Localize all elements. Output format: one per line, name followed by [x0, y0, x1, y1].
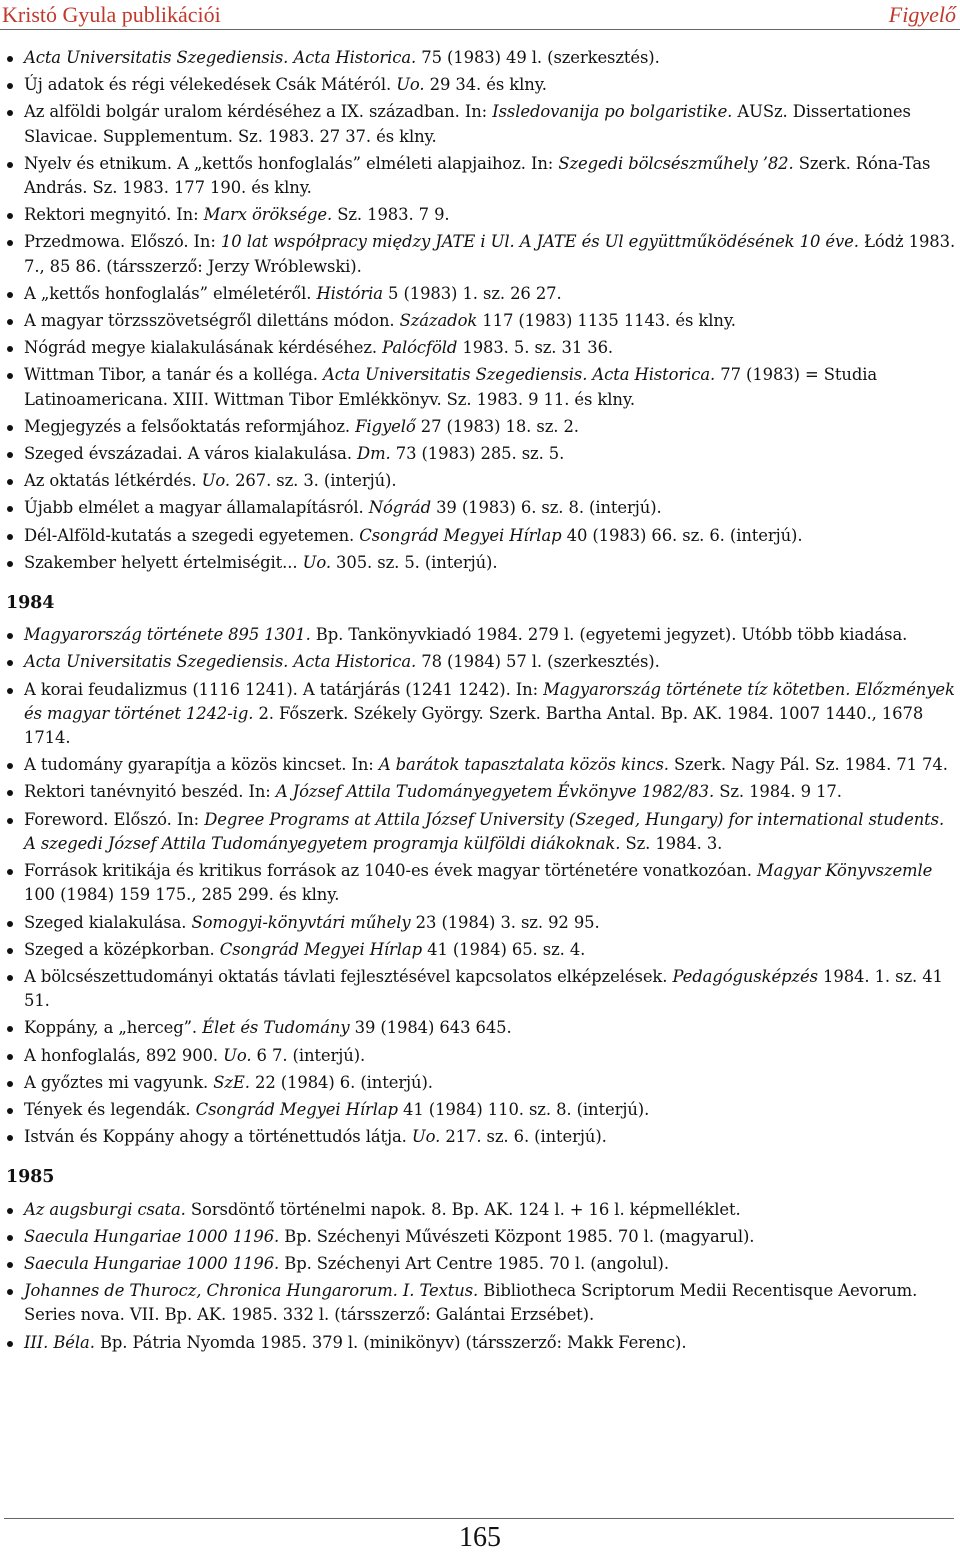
entry-text: 75 (1983) 49 l. (szerkesztés).: [416, 48, 660, 67]
entry-text: 2. Főszerk. Székely György. Szerk. Bartha Antal. Bp. AK. 1984. 1007 1440., 1678 1714.: [24, 703, 924, 748]
entry-text: Tények és legendák.: [24, 1099, 196, 1119]
entry-title-italic: Acta Universitatis Szegediensis. Acta Historica.: [323, 365, 716, 385]
publication-entry: [6, 152, 956, 200]
entry-text: AUSz. Dissertationes Slavicae. Supplementum. Sz. 1983. 27 37. és klny.: [24, 102, 911, 146]
publication-entry: [6, 1098, 956, 1122]
entry-title-italic: Szegedi bölcsészműhely ’82.: [558, 153, 794, 173]
entry-text: 77 (1983) = Studia Latinoamericana. XIII. Wittman Tibor Emlékkönyv. Sz. 1983. 9 11. és klny.: [24, 365, 878, 409]
publication-group: [6, 1198, 956, 1355]
entry-text: A tudomány gyarapítja a közös kincset. In:: [24, 755, 379, 775]
publication-entry: [6, 309, 956, 333]
header-section: Figyelő: [888, 2, 956, 27]
publication-entry: [6, 496, 956, 520]
publication-entry: [6, 442, 956, 466]
entry-text: Források kritikája és kritikus források az 1040-es évek magyar történetére vonatkozóan.: [24, 861, 757, 881]
entry-text: 22 (1984) 6. (interjú).: [249, 1072, 433, 1092]
entry-text: Sz. 1984. 3.: [620, 833, 723, 853]
entry-text: 78 (1984) 57 l. (szerkesztés).: [416, 652, 660, 672]
entry-title-italic: Somogyi-könyvtári műhely: [191, 912, 411, 932]
entry-text: Bp. Tankönyvkiadó 1984. 279 l. (egyetemi jegyzet). Utóbb több kiadása.: [310, 625, 908, 645]
entry-text: Foreword. Előszó. In:: [24, 809, 205, 829]
entry-text: István és Koppány ahogy a történettudós látja.: [24, 1127, 412, 1147]
publication-entry: [6, 1198, 956, 1222]
entry-title-italic: Csongrád Megyei Hírlap: [359, 525, 562, 545]
entry-text: 305. sz. 5. (interjú).: [330, 552, 498, 572]
entry-text: Szeged a középkorban.: [24, 939, 220, 959]
year-heading: 1985: [6, 1167, 55, 1188]
entry-text: 267. sz. 3. (interjú).: [229, 471, 397, 491]
publication-entry: [6, 1071, 956, 1095]
publication-entry: [6, 469, 956, 493]
entry-text: 1983. 5. sz. 31 36.: [457, 338, 614, 358]
entry-text: Nógrád megye kialakulásának kérdéséhez.: [24, 338, 383, 358]
entry-text: Wittman Tibor, a tanár és a kolléga.: [24, 365, 324, 385]
entry-text: 6 7. (interjú).: [251, 1045, 366, 1065]
entry-title-italic: Nógrád: [368, 498, 431, 518]
entry-text: 23 (1984) 3. sz. 92 95.: [410, 912, 600, 932]
entry-title-italic: A József Attila Tudományegyetem Évkönyve 1982/83.: [275, 782, 715, 802]
publication-entry: [6, 100, 956, 148]
publication-entry: [6, 965, 956, 1013]
entry-text: 29 34. és klny.: [424, 75, 547, 95]
entry-text: 41 (1984) 65. sz. 4.: [422, 939, 586, 959]
entry-title-italic: III. Béla.: [24, 1332, 95, 1352]
entry-text: 40 (1983) 66. sz. 6. (interjú).: [561, 525, 803, 545]
publication-entry: [6, 623, 956, 647]
entry-text: Nyelv és etnikum. A „kettős honfoglalás” elméleti alapjaihoz. In:: [24, 153, 559, 173]
entry-title-italic: Marx öröksége.: [203, 205, 333, 225]
entry-title-italic: Csongrád Megyei Hírlap: [195, 1099, 398, 1119]
entry-text: Rektori tanévnyitó beszéd. In:: [24, 782, 276, 802]
entry-title-italic: Pedagógusképzés: [672, 966, 818, 986]
publication-group: [6, 46, 956, 575]
entry-text: 117 (1983) 1135 1143. és klny.: [477, 311, 736, 331]
entry-text: A bölcsészettudományi oktatás távlati fejlesztésével kapcsolatos elképzelések.: [24, 966, 673, 986]
entry-title-italic: Uo.: [201, 471, 230, 491]
entry-text: Újabb elmélet a magyar államalapításról.: [24, 498, 369, 518]
entry-text: Megjegyzés a felsőoktatás reformjához.: [24, 416, 356, 436]
publication-entry: [6, 203, 956, 227]
entry-text: 41 (1984) 110. sz. 8. (interjú).: [397, 1099, 650, 1119]
entry-title-italic: Degree Programs at Attila József University (Szeged, Hungary) for international students. A szegedi József Attila Tudományegyetem programja külföldi diákoknak.: [24, 809, 945, 853]
entry-title-italic: Magyar Könyvszemle: [756, 861, 933, 881]
publication-entry: [6, 780, 956, 804]
entry-text: A magyar törzsszövetségről dilettáns módon.: [24, 311, 400, 331]
entry-text: Szakember helyett értelmiségit...: [24, 552, 303, 572]
publication-group: [6, 623, 956, 1149]
entry-text: 5 (1983) 1. sz. 26 27.: [382, 283, 562, 303]
entry-title-italic: Issledovanija po bolgaristike.: [492, 102, 733, 122]
entry-title-italic: Figyelő: [355, 416, 416, 436]
year-heading: 1984: [6, 593, 55, 614]
publication-entry: [6, 1252, 956, 1276]
entry-title-italic: Saecula Hungariae 1000 1196.: [24, 1253, 280, 1273]
entry-title-italic: Uo.: [411, 1127, 441, 1147]
entry-title-italic: História: [316, 283, 383, 303]
publication-entry: [6, 1279, 956, 1327]
entry-title-italic: Saecula Hungariae 1000 1196.: [24, 1226, 280, 1246]
entry-title-italic: Századok: [399, 311, 478, 331]
publication-entry: [6, 753, 956, 777]
publication-entry: [6, 808, 956, 856]
entry-text: Szerk. Nagy Pál. Sz. 1984. 71 74.: [668, 755, 948, 775]
publication-entry: [6, 1331, 956, 1355]
entry-title-italic: Uo.: [396, 75, 425, 95]
entry-text: Új adatok és régi vélekedések Csák Mátéról.: [24, 75, 397, 95]
entry-text: 27 (1983) 18. sz. 2.: [415, 416, 579, 436]
publication-list: [6, 46, 956, 1358]
publication-entry: [6, 415, 956, 439]
entry-title-italic: SzE.: [213, 1072, 250, 1092]
entry-title-italic: Palócföld: [382, 338, 458, 358]
entry-text: Az alföldi bolgár uralom kérdéséhez a IX. században. In:: [24, 102, 493, 122]
entry-text: Az oktatás létkérdés.: [24, 471, 202, 491]
header-title: Kristó Gyula publikációi: [2, 2, 221, 27]
entry-title-italic: Acta Universitatis Szegediensis. Acta Historica.: [24, 652, 417, 672]
entry-text: Rektori megnyitó. In:: [24, 205, 204, 225]
entry-title-italic: Élet és Tudomány: [202, 1018, 350, 1038]
entry-text: Bibliotheca Scriptorum Medii Recentisque Aevorum. Series nova. VII. Bp. AK. 1985. 332 l. (társszerző: Galántai Erzsébet).: [24, 1281, 918, 1325]
footer-divider: [4, 1518, 954, 1519]
publication-entry: [6, 678, 956, 751]
publication-entry: [6, 1044, 956, 1068]
entry-text: A győztes mi vagyunk.: [24, 1072, 214, 1092]
entry-title-italic: Dm.: [357, 444, 391, 464]
entry-text: Łódż 1983. 7., 85 86. (társszerző: Jerzy Wróblewski).: [24, 232, 956, 276]
entry-text: 39 (1984) 643 645.: [349, 1018, 512, 1038]
publication-entry: [6, 1016, 956, 1040]
publication-entry: [6, 551, 956, 575]
publication-entry: [6, 650, 956, 674]
entry-text: Przedmowa. Előszó. In:: [24, 232, 221, 252]
publication-entry: [6, 282, 956, 306]
entry-text: Szeged évszázadai. A város kialakulása.: [24, 444, 358, 464]
entry-text: A korai feudalizmus (1116 1241). A tatárjárás (1241 1242). In:: [24, 679, 544, 699]
entry-text: 39 (1983) 6. sz. 8. (interjú).: [430, 498, 662, 518]
page-number: 165: [459, 1522, 501, 1553]
entry-title-italic: Uo.: [302, 552, 331, 572]
publication-entry: [6, 73, 956, 97]
entry-text: A honfoglalás, 892 900.: [24, 1045, 224, 1065]
publication-entry: [6, 524, 956, 548]
entry-title-italic: A barátok tapasztalata közös kincs.: [378, 755, 669, 775]
entry-text: 217. sz. 6. (interjú).: [440, 1127, 607, 1147]
entry-text: Bp. Széchenyi Art Centre 1985. 70 l. (angolul).: [279, 1253, 669, 1273]
entry-title-italic: Acta Universitatis Szegediensis. Acta Historica.: [24, 48, 417, 67]
entry-title-italic: Uo.: [223, 1045, 252, 1065]
publication-entry: [6, 1125, 956, 1149]
entry-title-italic: Magyarország története 895 1301.: [24, 625, 311, 645]
entry-text: Sz. 1983. 7 9.: [332, 205, 450, 225]
page-header: [0, 0, 960, 30]
publication-entry: [6, 911, 956, 935]
entry-text: Bp. Pátria Nyomda 1985. 379 l. (minikönyv) (társszerző: Makk Ferenc).: [94, 1332, 687, 1352]
entry-text: Sz. 1984. 9 17.: [714, 782, 842, 802]
entry-text: Sorsdöntő történelmi napok. 8. Bp. AK. 124 l. + 16 l. képmelléklet.: [185, 1199, 741, 1219]
entry-title-italic: Csongrád Megyei Hírlap: [219, 939, 422, 959]
entry-title-italic: Az augsburgi csata.: [24, 1199, 186, 1219]
entry-text: Koppány, a „herceg”.: [24, 1018, 203, 1038]
entry-title-italic: 10 lat współpracy między JATE i Ul. A JATE és Ul együttműködésének 10 éve.: [220, 232, 859, 252]
publication-entry: [6, 938, 956, 962]
entry-text: Dél-Alföld-kutatás a szegedi egyetemen.: [24, 525, 360, 545]
publication-entry: [6, 46, 956, 70]
publication-entry: [6, 363, 956, 411]
entry-title-italic: Magyarország története tíz kötetben. Előzmények és magyar történet 1242-ig.: [24, 679, 955, 723]
publication-entry: [6, 230, 956, 278]
entry-text: 100 (1984) 159 175., 285 299. és klny.: [24, 885, 340, 905]
publication-entry: [6, 1225, 956, 1249]
entry-title-italic: Johannes de Thurocz, Chronica Hungarorum. I. Textus.: [24, 1281, 479, 1301]
entry-text: Bp. Széchenyi Művészeti Központ 1985. 70 l. (magyarul).: [279, 1226, 755, 1246]
publication-entry: [6, 859, 956, 907]
entry-text: 73 (1983) 285. sz. 5.: [390, 444, 565, 464]
entry-text: Szeged kialakulása.: [24, 912, 192, 932]
publication-entry: [6, 336, 956, 360]
entry-text: Szerk. Róna-Tas András. Sz. 1983. 177 190. és klny.: [24, 153, 931, 198]
entry-text: A „kettős honfoglalás” elméletéről.: [24, 283, 317, 303]
entry-text: 1984. 1. sz. 41 51.: [24, 966, 943, 1011]
